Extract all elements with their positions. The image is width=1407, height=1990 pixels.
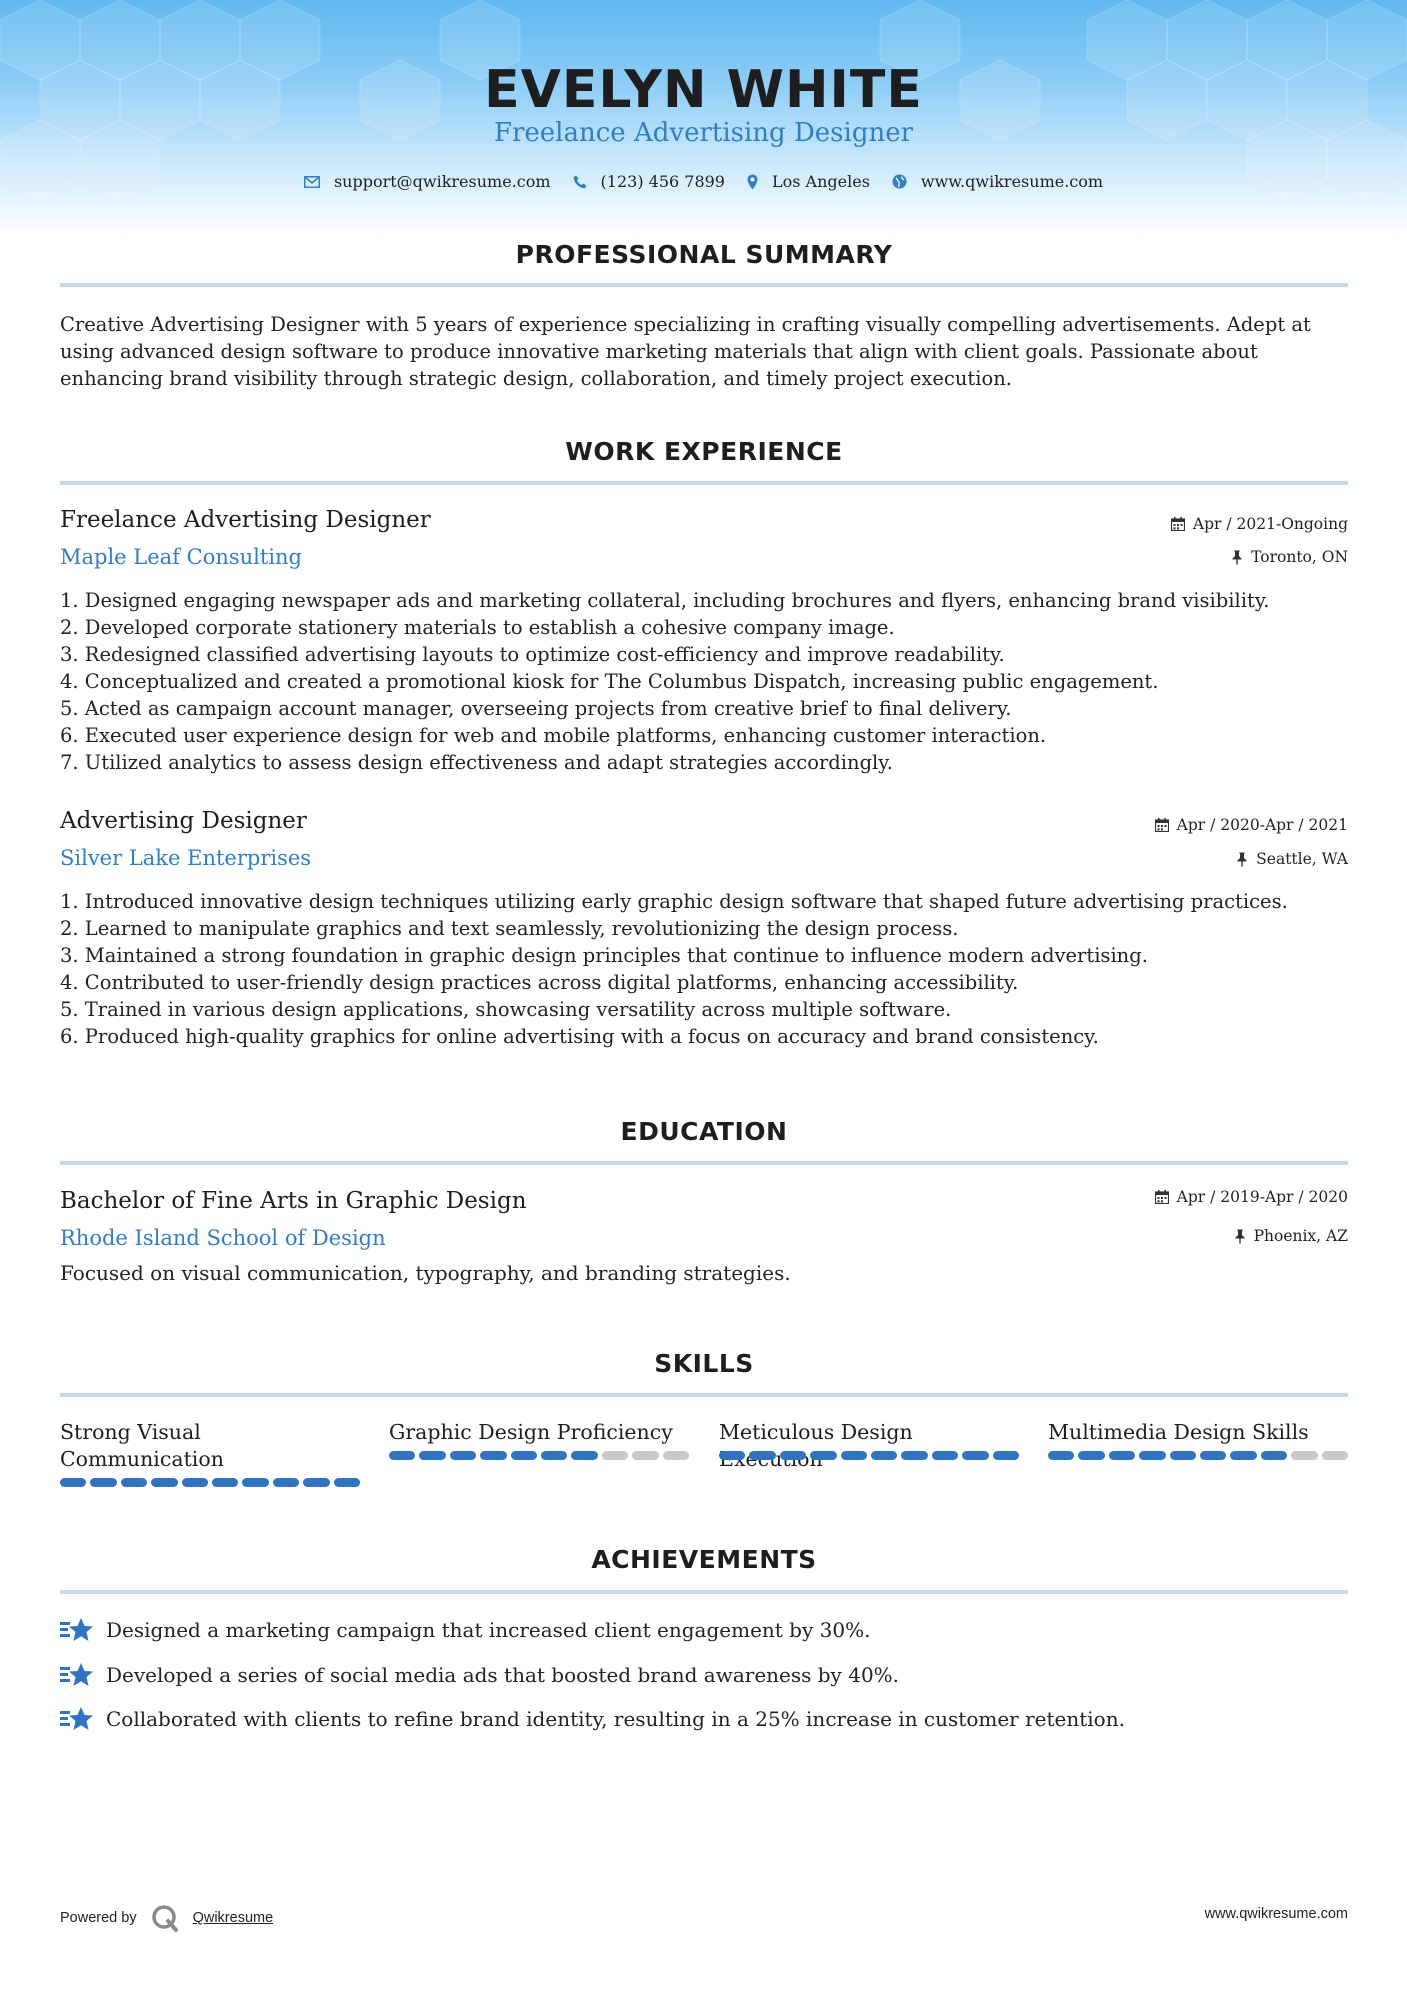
calendar-icon — [1155, 818, 1169, 832]
candidate-role: Freelance Advertising Designer — [493, 118, 914, 148]
skill-name: Strong Visual Communication — [60, 1420, 224, 1471]
list-item: 5. Acted as campaign account manager, overseeing projects from creative brief to final delivery. — [60, 697, 1012, 720]
job-bullets — [60, 587, 1350, 776]
skill-level-segment — [90, 1478, 116, 1487]
pushpin-icon — [1236, 852, 1248, 867]
job-location — [1236, 850, 1348, 868]
list-item: 4. Conceptualized and created a promotional kiosk for The Columbus Dispatch, increasing public engagement. — [60, 670, 1159, 693]
job-location — [1231, 548, 1348, 566]
star-icon — [60, 1662, 94, 1688]
skill-level-segment — [841, 1451, 867, 1460]
globe-icon — [892, 174, 907, 189]
achievements-divider — [60, 1590, 1348, 1594]
skills-divider — [60, 1393, 1348, 1397]
skill-item — [719, 1419, 1019, 1460]
skill-level-segment — [1322, 1451, 1348, 1460]
job-bullets — [60, 888, 1350, 1050]
skill-level-segment — [719, 1451, 745, 1460]
list-item: 4. Contributed to user-friendly design practices across digital platforms, enhancing accessibility. — [60, 971, 1019, 994]
education-description: Focused on visual communication, typography, and branding strategies. — [60, 1261, 791, 1285]
skill-level-segment — [749, 1451, 775, 1460]
contact-email[interactable] — [304, 172, 551, 191]
school-name: Rhode Island School of Design — [60, 1226, 386, 1250]
skill-level-segment — [1200, 1451, 1226, 1460]
achievement-text: Developed a series of social media ads that boosted brand awareness by 40%. — [106, 1663, 900, 1687]
star-icon — [60, 1706, 94, 1732]
list-item: 6. Produced high-quality graphics for online advertising with a focus on accuracy and brand consistency. — [60, 1025, 1099, 1048]
powered-by-label: Powered by — [60, 1910, 137, 1926]
job-dates-text: Apr / 2020-Apr / 2021 — [1176, 816, 1348, 834]
skill-level-segment — [962, 1451, 988, 1460]
company-name: Maple Leaf Consulting — [60, 545, 303, 569]
education-location — [1234, 1227, 1348, 1245]
skill-level-segment — [450, 1451, 476, 1460]
pushpin-icon — [1231, 550, 1243, 565]
skill-level-bar — [719, 1451, 1019, 1460]
website-text: www.qwikresume.com — [920, 172, 1104, 191]
skill-level-segment — [273, 1478, 299, 1487]
skill-level-segment — [901, 1451, 927, 1460]
skill-name: Multimedia Design Skills — [1048, 1420, 1309, 1444]
skill-level-segment — [242, 1478, 268, 1487]
list-item: 7. Utilized analytics to assess design effectiveness and adapt strategies accordingly. — [60, 751, 893, 774]
education-location-text: Phoenix, AZ — [1253, 1227, 1348, 1245]
list-item: 3. Redesigned classified advertising layouts to optimize cost-efficiency and improve readability. — [60, 643, 1005, 666]
education-dates-text: Apr / 2019-Apr / 2020 — [1176, 1188, 1348, 1206]
phone-text: (123) 456 7899 — [600, 172, 725, 191]
skill-level-segment — [121, 1478, 147, 1487]
contact-location — [747, 172, 870, 191]
degree-title: Bachelor of Fine Arts in Graphic Design — [60, 1188, 527, 1214]
education-divider — [60, 1161, 1348, 1165]
skill-level-segment — [334, 1478, 360, 1487]
achievement-text: Collaborated with clients to refine brand identity, resulting in a 25% increase in customer retention. — [106, 1707, 1125, 1731]
skill-name: Meticulous Design — [719, 1420, 913, 1444]
job-location-text: Toronto, ON — [1251, 548, 1348, 566]
summary-heading: PROFESSIONAL SUMMARY — [515, 240, 893, 269]
list-item: 5. Trained in various design applications, showcasing versatility across multiple software. — [60, 998, 952, 1021]
location-text: Los Angeles — [771, 172, 870, 191]
skill-level-segment — [389, 1451, 415, 1460]
achievement-text: Designed a marketing campaign that increased client engagement by 30%. — [106, 1618, 871, 1642]
skill-item — [60, 1419, 360, 1487]
email-text: support@qwikresume.com — [333, 172, 551, 191]
skill-level-segment — [993, 1451, 1019, 1460]
list-item: 2. Developed corporate stationery materials to establish a cohesive company image. — [60, 616, 895, 639]
achievement-item — [60, 1617, 870, 1643]
phone-icon — [573, 175, 587, 189]
job-location-text: Seattle, WA — [1256, 850, 1348, 868]
contact-phone[interactable] — [573, 172, 725, 191]
list-item: 1. Introduced innovative design techniques utilizing early graphic design software that shaped future advertising practices. — [60, 890, 1288, 913]
qwikresume-link[interactable]: Qwikresume — [192, 1910, 274, 1926]
skills-heading: SKILLS — [654, 1349, 754, 1378]
contact-bar — [0, 172, 1407, 191]
achievements-heading: ACHIEVEMENTS — [591, 1545, 817, 1574]
contact-website[interactable] — [892, 172, 1103, 191]
skill-level-segment — [511, 1451, 537, 1460]
company-name: Silver Lake Enterprises — [60, 846, 312, 870]
skill-level-segment — [480, 1451, 506, 1460]
education-heading: EDUCATION — [620, 1117, 788, 1146]
achievement-item — [60, 1706, 1125, 1732]
job-title: Freelance Advertising Designer — [60, 507, 431, 533]
skill-level-segment — [810, 1451, 836, 1460]
pushpin-icon — [1234, 1229, 1246, 1244]
candidate-name: EVELYN WHITE — [484, 60, 923, 120]
skill-level-segment — [182, 1478, 208, 1487]
skill-level-segment — [1291, 1451, 1317, 1460]
list-item: 6. Executed user experience design for web and mobile platforms, enhancing customer interaction. — [60, 724, 1047, 747]
skill-level-segment — [1109, 1451, 1135, 1460]
list-item: 3. Maintained a strong foundation in graphic design principles that continue to influence modern advertising. — [60, 944, 1148, 967]
skill-level-segment — [1261, 1451, 1287, 1460]
skill-level-segment — [303, 1478, 329, 1487]
skill-level-segment — [780, 1451, 806, 1460]
summary-divider — [60, 283, 1348, 287]
skill-level-bar — [60, 1478, 360, 1487]
skill-item — [1048, 1419, 1348, 1460]
qwikresume-logo-icon — [151, 1904, 179, 1932]
skill-level-segment — [1230, 1451, 1256, 1460]
skill-level-segment — [571, 1451, 597, 1460]
skill-level-segment — [1078, 1451, 1104, 1460]
calendar-icon — [1155, 1190, 1169, 1204]
skill-level-segment — [1139, 1451, 1165, 1460]
skill-name: Graphic Design Proficiency — [389, 1420, 673, 1444]
skill-level-segment — [1048, 1451, 1074, 1460]
list-item: 1. Designed engaging newspaper ads and marketing collateral, including brochures and flyers, enhancing brand visibility. — [60, 589, 1270, 612]
achievement-item — [60, 1662, 899, 1688]
skill-level-bar — [389, 1451, 689, 1460]
skill-level-segment — [151, 1478, 177, 1487]
experience-heading: WORK EXPERIENCE — [565, 437, 843, 466]
experience-divider — [60, 481, 1348, 485]
skill-level-segment — [602, 1451, 628, 1460]
skill-level-segment — [632, 1451, 658, 1460]
skill-level-segment — [932, 1451, 958, 1460]
calendar-icon — [1171, 517, 1185, 531]
list-item: 2. Learned to manipulate graphics and text seamlessly, revolutionizing the design process. — [60, 917, 959, 940]
skill-level-segment — [419, 1451, 445, 1460]
footer-powered-by — [60, 1904, 273, 1932]
skill-level-segment — [663, 1451, 689, 1460]
skill-level-bar — [1048, 1451, 1348, 1460]
education-dates — [1155, 1188, 1348, 1206]
skill-level-segment — [212, 1478, 238, 1487]
job-title: Advertising Designer — [60, 808, 307, 834]
star-icon — [60, 1617, 94, 1643]
skill-level-segment — [871, 1451, 897, 1460]
skill-level-segment — [541, 1451, 567, 1460]
skill-level-segment — [1170, 1451, 1196, 1460]
skill-item — [389, 1419, 689, 1460]
job-dates — [1171, 515, 1348, 533]
job-dates-text: Apr / 2021-Ongoing — [1192, 515, 1348, 533]
envelope-icon — [304, 176, 320, 188]
skill-level-segment — [60, 1478, 86, 1487]
summary-text: Creative Advertising Designer with 5 years of experience specializing in crafting visually compelling advertisements. Adept at using advanced design software to produce innovative marketing materials that align with client goals. Passionate about enhancing brand visibility through strategic design, collaboration, and timely project execution. — [60, 313, 1311, 390]
footer-website[interactable]: www.qwikresume.com — [1204, 1906, 1348, 1922]
job-dates — [1155, 816, 1348, 834]
map-pin-icon — [747, 174, 758, 190]
